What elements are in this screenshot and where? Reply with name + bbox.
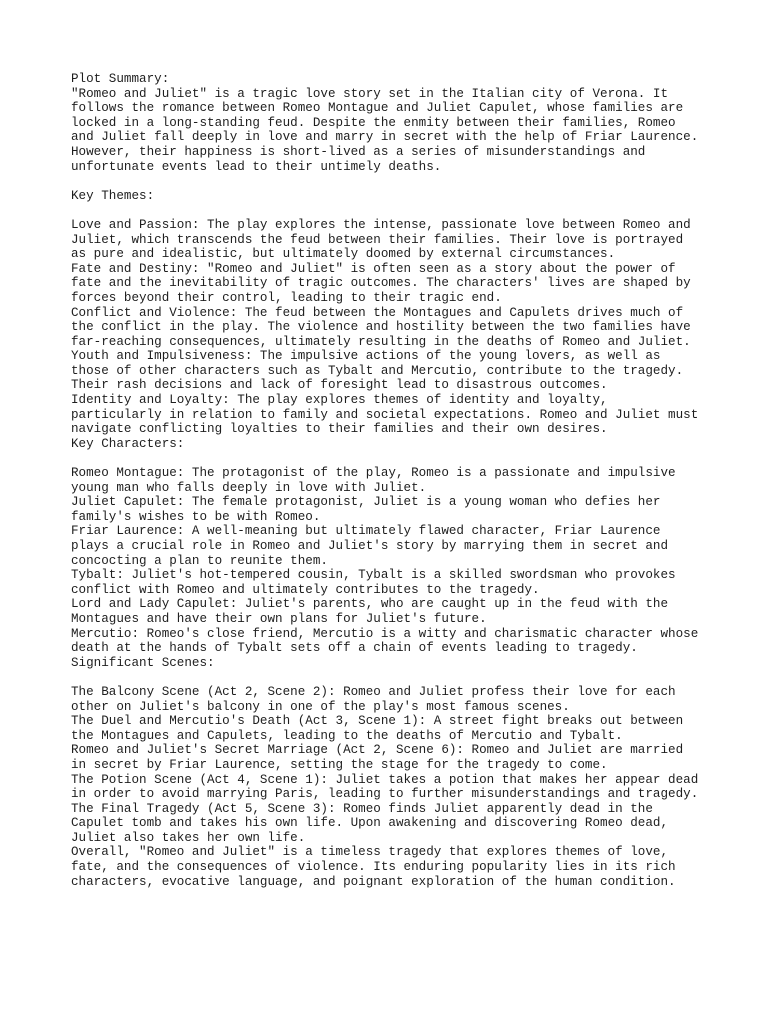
text-line: characters, evocative language, and poignant exploration of the human condition. [71, 874, 676, 889]
text-line: Fate and Destiny: "Romeo and Juliet" is often seen as a story about the power of [71, 261, 676, 276]
text-line: Plot Summary: [71, 72, 170, 86]
text-line: The Potion Scene (Act 4, Scene 1): Juliet takes a potion that makes her appear dead [71, 772, 699, 787]
text-line: Juliet Capulet: The female protagonist, Juliet is a young woman who defies her [71, 495, 661, 510]
text-line: Lord and Lady Capulet: Juliet's parents, who are caught up in the feud with the [71, 597, 669, 612]
text-line: Friar Laurence: A well-meaning but ultimately flawed character, Friar Laurence [71, 524, 661, 539]
text-line: unfortunate events lead to their untimely deaths. [71, 159, 442, 174]
text-line: in secret by Friar Laurence, setting the stage for the tragedy to come. [71, 757, 608, 772]
text-line: Romeo Montague: The protagonist of the play, Romeo is a passionate and impulsive [71, 466, 676, 481]
text-line: Their rash decisions and lack of foresight lead to disastrous outcomes. [71, 378, 608, 393]
text-line: conflict with Romeo and ultimately contributes to the tragedy. [71, 582, 540, 597]
text-line: family's wishes to be with Romeo. [71, 509, 321, 524]
text-line: The Duel and Mercutio's Death (Act 3, Scene 1): A street fight breaks out between [71, 714, 684, 729]
text-line: particularly in relation to family and societal expectations. Romeo and Juliet must [71, 407, 699, 422]
text-line: other on Juliet's balcony in one of the play's most famous scenes. [71, 699, 570, 714]
blank-line [71, 670, 731, 685]
blank-line [71, 451, 731, 466]
text-line: "Romeo and Juliet" is a tragic love story set in the Italian city of Verona. It [71, 86, 669, 101]
text-line: far-reaching consequences, ultimately resulting in the deaths of Romeo and Juliet. [71, 334, 691, 349]
text-line: Juliet, which transcends the feud between their families. Their love is portrayed [71, 232, 684, 247]
text-line: Youth and Impulsiveness: The impulsive actions of the young lovers, as well as [71, 349, 661, 364]
text-line: Significant Scenes: [71, 655, 215, 670]
text-line: Key Characters: [71, 436, 185, 451]
text-line: Identity and Loyalty: The play explores themes of identity and loyalty, [71, 393, 608, 408]
text-line: Love and Passion: The play explores the intense, passionate love between Romeo and [71, 217, 691, 232]
text-line: plays a crucial role in Romeo and Juliet's story by marrying them in secret and [71, 539, 669, 553]
text-line: concocting a plan to reunite them. [71, 553, 328, 568]
text-line: The Balcony Scene (Act 2, Scene 2): Romeo and Juliet profess their love for each [71, 684, 676, 699]
text-line: Juliet also takes her own life. [71, 830, 306, 845]
text-line: Montagues and have their own plans for Juliet's future. [71, 611, 487, 626]
text-line: Overall, "Romeo and Juliet" is a timeless tragedy that explores themes of love, [71, 845, 669, 860]
text-line: However, their happiness is short-lived as a series of misunderstandings and [71, 144, 646, 159]
text-line: the Montagues and Capulets, leading to the deaths of Mercutio and Tybalt. [71, 728, 623, 743]
text-line: Tybalt: Juliet's hot-tempered cousin, Tybalt is a skilled swordsman who provokes [71, 568, 676, 583]
text-line: as pure and idealistic, but ultimately doomed by external circumstances. [71, 247, 616, 262]
text-line: death at the hands of Tybalt sets off a chain of events leading to tragedy. [71, 641, 638, 656]
text-line: forces beyond their control, leading to their tragic end. [71, 290, 502, 305]
text-line: the conflict in the play. The violence and hostility between the two families have [71, 320, 691, 335]
blank-line [71, 203, 731, 218]
text-line: The Final Tragedy (Act 5, Scene 3): Romeo finds Juliet apparently dead in the [71, 801, 653, 816]
blank-line [71, 174, 731, 189]
text-line: young man who falls deeply in love with Juliet. [71, 480, 427, 495]
text-line: fate, and the consequences of violence. Its enduring popularity lies in its rich [71, 860, 676, 875]
text-line: locked in a long-standing feud. Despite the enmity between their families, Romeo [71, 115, 676, 130]
text-line: Mercutio: Romeo's close friend, Mercutio is a witty and charismatic character whose [71, 626, 699, 641]
text-line: navigate conflicting loyalties to their families and their own desires. [71, 422, 608, 437]
text-line: and Juliet fall deeply in love and marry in secret with the help of Friar Laurence. [71, 130, 699, 145]
text-line: Key Themes: [71, 188, 155, 203]
text-line: those of other characters such as Tybalt and Mercutio, contribute to the tragedy. [71, 363, 684, 378]
document-body [71, 72, 731, 889]
text-line: Romeo and Juliet's Secret Marriage (Act 2, Scene 6): Romeo and Juliet are married [71, 743, 684, 758]
text-line: in order to avoid marrying Paris, leading to further misunderstandings and tragedy. [71, 787, 699, 802]
text-line: fate and the inevitability of tragic outcomes. The characters' lives are shaped by [71, 276, 691, 291]
text-line: Capulet tomb and takes his own life. Upon awakening and discovering Romeo dead, [71, 816, 669, 831]
text-line: Conflict and Violence: The feud between the Montagues and Capulets drives much of [71, 305, 684, 320]
text-line: follows the romance between Romeo Montague and Juliet Capulet, whose families are [71, 101, 684, 116]
